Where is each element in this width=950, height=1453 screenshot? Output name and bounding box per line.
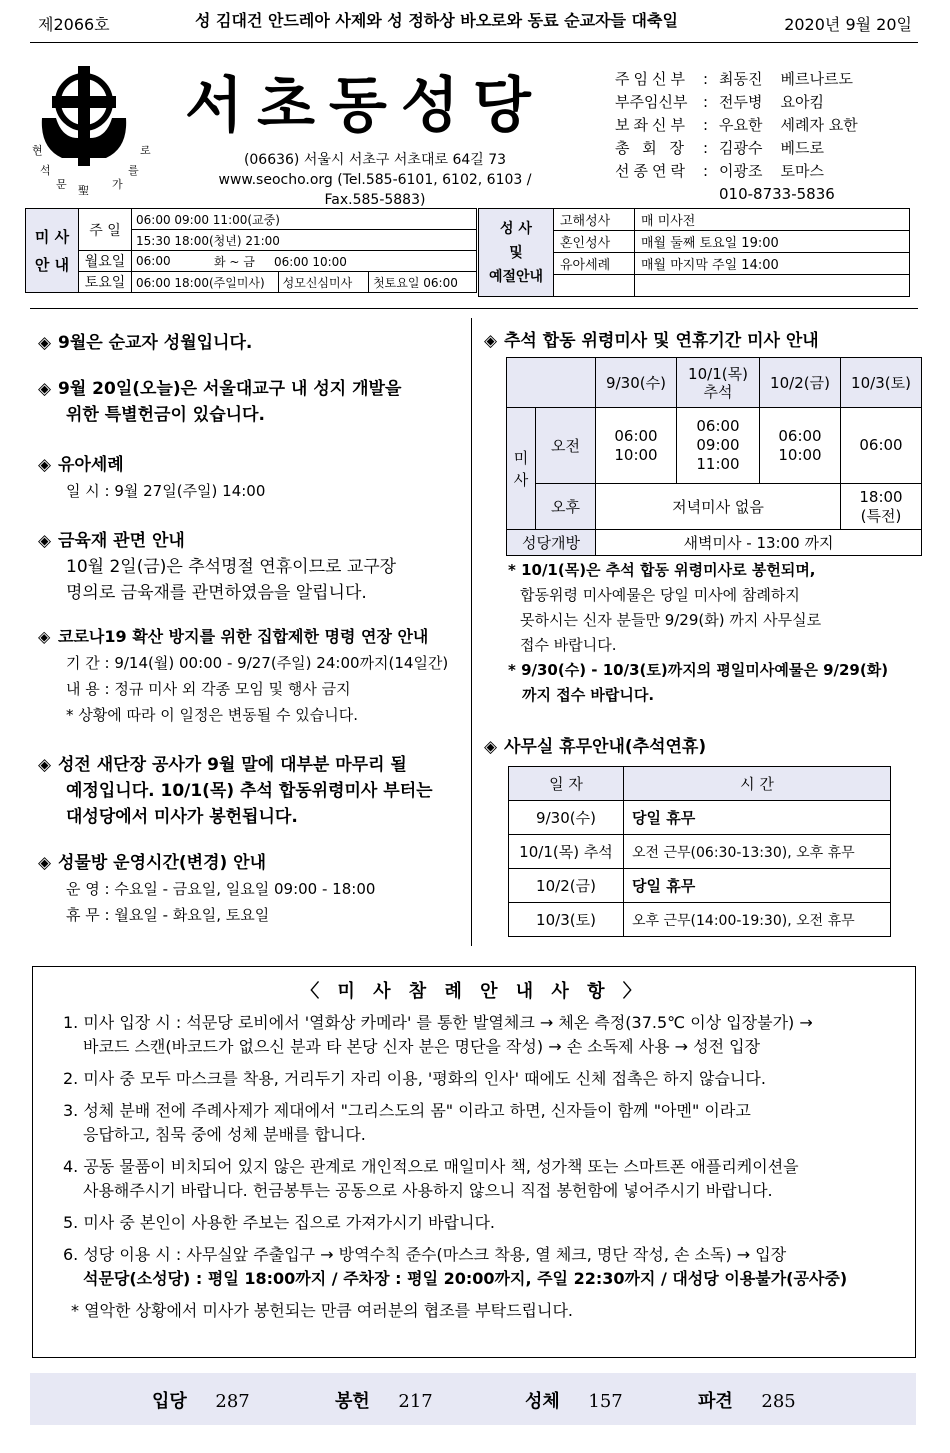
chuseok-title: ◈ 추석 합동 위령미사 및 연휴기간 미사 안내 <box>484 331 819 351</box>
left-column: ◈ 9월은 순교자 성월입니다. ◈ 9월 20일(오늘)은 서울대교구 내 성지 개발을 위한 특별헌금이 있습니다. ◈ 유아세례 일 시 : 9월 27일(주일) 14:00 ◈ 금육재 관면 안내 10월 2일(금)은 추석명절 연휴이므로 교구장 명의로 금육재를 관면하였음을 알립니다. ◈ 코로나19 확산 방지를 위한 집합제한 명령 연장 안내 기 간 : 9/14(월) 00:00 - 9/27(주일) 24:00까지(14일간) 내 용 : 정규 미사 외 각종 모임 및 행사 금지 * 상황에 따라 이 일정은 변동될 수 있습니다. ◈ 성전 새단장 공사가 9월 말에 대부분 마무리 될 예정입니다. 10/1(목) 추석 합동위령미사 부터는 대성당에서 미사가 봉헌됩니다. ◈ 성물방 운영시간(변경) 안내 운 영 : 수요일 - 금요일, 일요일 09:00 - 18:00 휴 무 : 월요일 - 화요일, 토요일 <box>38 330 463 928</box>
sacraments-table <box>478 208 910 297</box>
issue-number: 제2066호 <box>38 15 110 34</box>
chuseok-col: 10/2(금) <box>760 358 841 408</box>
notice-covid: ◈ 코로나19 확산 방지를 위한 집합제한 명령 연장 안내 <box>38 627 429 646</box>
mass-schedule-table <box>25 208 477 293</box>
chuseok-notes: * 10/1(목)은 추석 합동 위령미사로 봉헌되며, 합동위령 미사예물은 당일 미사에 참례하지 못하시는 신자 분들만 9/29(화) 까지 사무실로 접수 바랍니다. * 9/30(수) - 10/3(토)까지의 평일미사예물은 9/29(화) 까지 접수 바랍니다. <box>508 561 889 704</box>
staff-list <box>615 68 858 206</box>
notice-renovation: ◈ 성전 새단장 공사가 9월 말에 대부분 마무리 될 <box>38 755 407 775</box>
staff-phone-row <box>615 183 858 206</box>
issue-date: 2020년 9월 20일 <box>784 15 912 34</box>
guideline-item: 4. 공동 물품이 비치되어 있지 않은 관계로 개인적으로 매일미사 책, 성가책 또는 스마트폰 애플리케이션을 사용해주시기 바랍니다. 헌금봉투는 공동으로 사용하지 않으니 직접 봉헌함에 넣어주시기 바랍니다. <box>63 1157 799 1200</box>
notice-abstinence: ◈ 금육재 관면 안내 <box>38 531 185 551</box>
mass-row-label: 미 사 <box>507 408 536 530</box>
guideline-item: 5. 미사 중 본인이 사용한 주보는 집으로 가져가시기 바랍니다. <box>63 1213 495 1232</box>
office-head-date: 일 자 <box>509 767 624 801</box>
church-contact: www.seocho.org (Tel.585-6101, 6102, 6103 / Fax.585-5883) <box>218 172 532 208</box>
divider <box>30 308 918 309</box>
chuseok-col: 9/30(수) <box>596 358 677 408</box>
logo-char: 가 <box>112 178 123 191</box>
logo-char: 聖 <box>78 184 89 197</box>
attendance-stats-bar <box>30 1373 916 1425</box>
monday-time: 06:00 <box>132 251 211 272</box>
guideline-item: 1. 미사 입장 시 : 석문당 로비에서 '열화상 카메라' 를 통한 발열체크 → 체온 측정(37.5℃ 이상 입장불가) → 바코드 스캔(바코드가 없으신 분과 타 본당 신자 분은 명단을 작성) → 손 소독제 사용 → 성전 입장 <box>63 1013 813 1056</box>
monday-label: 월요일 <box>79 251 132 272</box>
sunday-label: 주 일 <box>79 209 132 251</box>
sunday-times-2: 15:30 18:00(청년) 21:00 <box>132 230 477 251</box>
staff-row: 선종연락 : 이광조 토마스 <box>615 162 825 180</box>
notice-special-collection: ◈ 9월 20일(오늘)은 서울대교구 내 성지 개발을 <box>38 379 402 399</box>
office-closure-table: 일 자 시 간 9/30(수) 당일 휴무 10/1(목) 추석 오전 근무(06:30-13:30), 오후 휴무 10/2(금) 당일 휴무 10/3(토) 오후 근무(14:00-19:30), 오전 휴무 <box>508 766 891 937</box>
sacrament-time: 매월 둘째 토요일 19:00 <box>635 231 910 253</box>
saturday-marian-mass: 성모신심미사 <box>278 272 368 293</box>
column-divider <box>471 318 472 946</box>
sacrament-name: 고해성사 <box>554 209 635 231</box>
notice-martyrs-month: ◈ 9월은 순교자 성월입니다. <box>38 333 253 353</box>
staff-row: 주임신부 : 최동진 베르나르도 <box>615 70 853 88</box>
stat-entrance: 입당 287 <box>152 1391 250 1412</box>
guideline-item: 6. 성당 이용 시 : 사무실앞 주출입구 → 방역수칙 준수(마스크 착용, 열 체크, 명단 작성, 손 소독) → 입장 석문당(소성당) : 평일 18:00까지 / 주차장 : 평일 20:00까지, 주일 22:30까지 / 대성당 이용불가(공사중) <box>63 1245 848 1288</box>
mass-guidelines-box <box>32 966 916 1358</box>
no-evening-mass: 저녁미사 없음 <box>596 484 841 530</box>
office-head-time: 시 간 <box>624 767 891 801</box>
guideline-item: 2. 미사 중 모두 마스크를 착용, 거리두기 자리 이용, '평화의 인사' 때에도 신체 접촉은 하지 않습니다. <box>63 1069 766 1088</box>
staff-row: 부주임신부 : 전두병 요아킴 <box>615 93 825 111</box>
sacrament-time: 매 미사전 <box>635 209 910 231</box>
sacrament-name: 유아세례 <box>554 253 635 275</box>
guideline-item: 3. 성체 분배 전에 주례사제가 제대에서 "그리스도의 몸" 이라고 하면, 신자들이 함께 "아멘" 이라고 응답하고, 침묵 중에 성체 분배를 합니다. <box>63 1101 751 1144</box>
notice-infant-baptism: ◈ 유아세례 <box>38 455 124 475</box>
stat-dismissal: 파견 285 <box>698 1391 796 1412</box>
church-open-label: 성당개방 <box>507 530 596 556</box>
sacrament-time: 매월 마지막 주일 14:00 <box>635 253 910 275</box>
logo-char: 석 <box>40 164 51 177</box>
saturday-label: 토요일 <box>79 272 132 293</box>
church-address: (06636) 서울시 서초구 서초대로 64길 73 <box>243 152 507 168</box>
chuseok-col: 10/1(목) 추석 <box>677 358 760 408</box>
sacrament-name: 혼인성사 <box>554 231 635 253</box>
first-saturday: 첫토요일 06:00 <box>369 272 477 293</box>
guidelines-title: 〈 미 사 참 례 안 내 사 항 〉 <box>301 981 647 1002</box>
chuseok-col: 10/3(토) <box>841 358 922 408</box>
notice-gift-shop: ◈ 성물방 운영시간(변경) 안내 <box>38 853 267 873</box>
feast-title: 성 김대건 안드레아 사제와 성 정하상 바오로와 동료 순교자들 대축일 <box>195 11 678 30</box>
saturday-time: 06:00 18:00(주일미사) <box>132 272 279 293</box>
staff-row: 보좌신부 : 우요한 세례자 요한 <box>615 116 858 134</box>
mass-label: 미 사 안 내 <box>26 209 79 293</box>
church-address-block <box>195 150 555 210</box>
guideline-footnote: * 열악한 상황에서 미사가 봉헌되는 만큼 여러분의 협조를 부탁드립니다. <box>71 1301 573 1320</box>
am-label: 오전 <box>536 408 596 484</box>
sacraments-label: 성 사 및 예절안내 <box>479 209 554 297</box>
pm-label: 오후 <box>536 484 596 530</box>
office-title: ◈ 사무실 휴무안내(추석연휴) <box>484 737 707 757</box>
church-open-value: 새벽미사 - 13:00 까지 <box>596 530 922 556</box>
parish-logo <box>22 58 162 198</box>
staff-row: 총 회 장 : 김광수 베드로 <box>615 139 825 157</box>
stat-communion: 성체 157 <box>525 1391 623 1412</box>
logo-char: 현 <box>32 144 43 157</box>
weekday-times: 화 ~ 금 06:00 10:00 <box>210 251 477 272</box>
staff-phone: 010-8733-5836 <box>719 185 835 203</box>
divider <box>30 42 918 43</box>
stat-offertory: 봉헌 217 <box>335 1391 433 1412</box>
logo-char: 로 <box>140 144 151 157</box>
sunday-times-1: 06:00 09:00 11:00(교중) <box>132 209 477 230</box>
chuseok-mass-table: 9/30(수) 10/1(목) 추석 10/2(금) 10/3(토) 미 사 오전 06:00 10:00 06:00 09:00 11:00 06:00 10:00 06:00 오후 저녁미사 없음 18:00 (특전) 성당개방 새벽미사 - 13:00 까지 <box>506 357 922 556</box>
logo-char: 문 <box>56 178 67 191</box>
logo-char: 를 <box>128 164 139 177</box>
church-name: 서초동성당 <box>185 71 545 141</box>
